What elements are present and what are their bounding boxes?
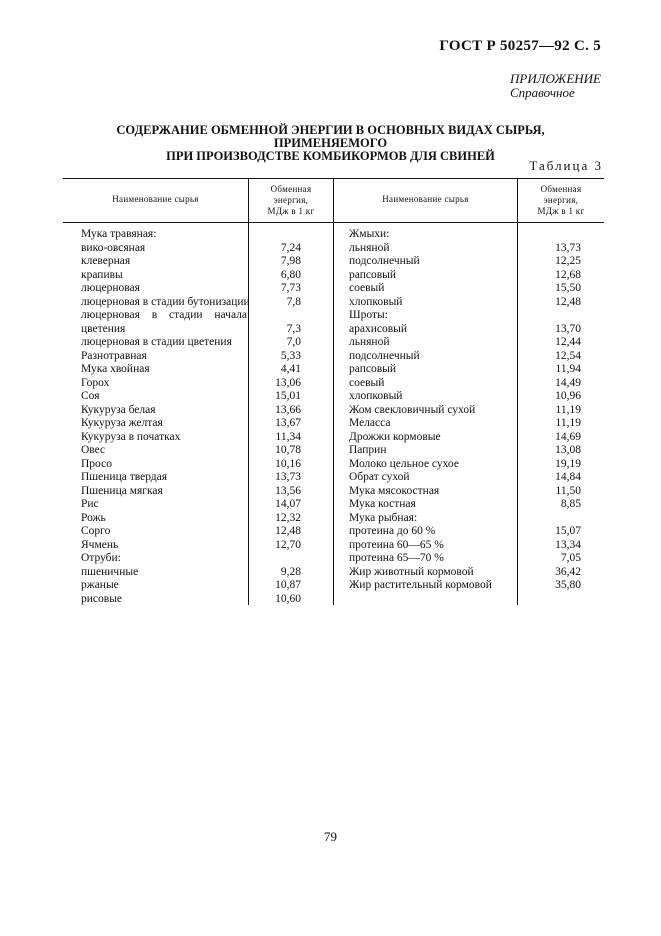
table-row-value: 7,3 xyxy=(286,322,301,335)
column-header-energy-left xyxy=(249,184,333,217)
table-row-value: 12,32 xyxy=(275,511,301,524)
table-row-name: крапивы xyxy=(81,268,123,281)
page-number: 79 xyxy=(324,829,337,844)
table-row-name: Пшеница мягкая xyxy=(81,484,163,497)
table-row-value: 36,42 xyxy=(555,565,581,578)
table-row-name: Шроты: xyxy=(349,309,388,321)
table-row-value: 15,07 xyxy=(555,525,581,537)
table-row-name: Паприн xyxy=(349,444,387,456)
table-row-name: подсолнечный xyxy=(349,255,420,267)
table-row-name: соевый xyxy=(349,282,385,294)
table-row-value: 10,60 xyxy=(275,592,301,605)
table-row-name: Соя xyxy=(81,390,100,402)
table-row-value: 13,66 xyxy=(275,403,301,416)
table-row-value: 11,19 xyxy=(555,417,581,429)
table-row-name: вико-овсяная xyxy=(81,241,146,254)
table-row-name: клеверная xyxy=(81,255,131,267)
column-header-energy-line: МДж в 1 кг xyxy=(267,206,315,216)
table-row-name: протеина 65—70 % xyxy=(349,552,444,564)
table-row-value: 12,48 xyxy=(275,525,301,537)
table-row-value: 8,85 xyxy=(560,498,581,510)
table-row-value: 14,49 xyxy=(555,376,581,389)
table-row-value: 12,48 xyxy=(555,295,581,308)
table-row-value: 7,0 xyxy=(286,336,301,348)
table-row-value: 7,8 xyxy=(286,295,301,308)
table-row-name: Жир животный кормовой xyxy=(349,565,474,578)
table-row-name: Жмыхи: xyxy=(349,228,390,240)
table-row-value: 6,80 xyxy=(280,268,301,281)
table-row-value: 15,01 xyxy=(275,390,301,402)
table-row-name: цветения xyxy=(81,322,126,335)
table-row-name: Кукуруза белая xyxy=(81,403,156,416)
table-row-value: 11,94 xyxy=(555,363,581,375)
column-header-energy-line: Обменная xyxy=(540,184,582,194)
table-label: Таблица 3 xyxy=(529,158,603,173)
table-row-name: ржаные xyxy=(81,579,119,591)
table-row-value: 13,56 xyxy=(275,484,301,497)
table-row-value: 5,33 xyxy=(280,349,301,362)
table-row-value: 10,78 xyxy=(275,444,301,456)
table-row-name: Молоко цельное сухое xyxy=(349,457,459,470)
table-row-value: 7,05 xyxy=(560,552,581,564)
table-row-name: Жом свекловичный сухой xyxy=(349,403,476,416)
table-row-name: Разнотравная xyxy=(81,349,147,362)
table-row-name: Мука хвойная xyxy=(81,363,150,375)
table-row-name: льняной xyxy=(349,336,390,348)
table-row-name: Овес xyxy=(81,444,106,456)
table-row-value: 13,06 xyxy=(275,376,301,389)
table-row-name: пшеничные xyxy=(81,565,139,578)
table-row-value: 13,67 xyxy=(275,417,301,429)
table-row-name: люцерновая в стадии начала xyxy=(81,309,247,321)
table-row-name: Сорго xyxy=(81,525,111,537)
table-row-name: протеина до 60 % xyxy=(349,525,436,537)
table-row-value: 15,50 xyxy=(555,282,581,294)
energy-table xyxy=(63,178,604,605)
table-row-value: 35,80 xyxy=(555,579,581,591)
table-row-name: Кукуруза желтая xyxy=(81,417,163,429)
table-row-value: 13,73 xyxy=(275,471,301,483)
table-row-value: 11,19 xyxy=(555,403,581,416)
column-divider xyxy=(248,178,249,605)
table-row-value: 12,68 xyxy=(555,268,581,281)
table-row-name: протеина 60—65 % xyxy=(349,538,444,551)
column-header-energy-right xyxy=(518,184,604,217)
table-row-name: рапсовый xyxy=(349,363,397,375)
table-row-name: Отруби: xyxy=(81,552,121,564)
column-divider xyxy=(333,178,334,605)
table-row-name: люцерновая xyxy=(81,282,140,294)
column-header-energy-line: энергия, xyxy=(273,195,309,205)
table-row-name: рапсовый xyxy=(349,268,397,281)
column-header-energy-line: Обменная xyxy=(270,184,312,194)
table-row-name: Рис xyxy=(81,498,99,510)
table-row-name: Мука мясокостная xyxy=(349,484,440,497)
table-row-name: арахисовый xyxy=(349,322,408,335)
table-row-value: 13,73 xyxy=(555,241,581,254)
page-title xyxy=(60,124,601,163)
table-row-name: Меласса xyxy=(349,417,391,429)
column-divider xyxy=(517,178,518,605)
table-row-name: Обрат сухой xyxy=(349,471,410,483)
table-row-name: Кукуруза в початках xyxy=(81,430,181,443)
table-row-name: хлопковый xyxy=(349,295,403,308)
document-code-header: ГОСТ Р 50257—92 С. 5 xyxy=(439,38,601,54)
table-row-value: 13,70 xyxy=(555,322,581,335)
table-row-value: 19,19 xyxy=(555,457,581,470)
table-row-value: 14,69 xyxy=(555,430,581,443)
table-row-name: Жир растительный кормовой xyxy=(349,579,492,591)
table-row-value: 7,98 xyxy=(280,255,301,267)
appendix-subtitle: Справочное xyxy=(510,85,575,100)
table-row-name: Просо xyxy=(81,457,112,470)
table-row-name: люцерновая в стадии цветения xyxy=(81,336,232,348)
table-row-name: подсолнечный xyxy=(349,349,420,362)
table-row-value: 12,54 xyxy=(555,349,581,362)
table-row-value: 12,70 xyxy=(275,538,301,551)
table-row-value: 12,25 xyxy=(555,255,581,267)
table-row-value: 14,07 xyxy=(275,498,301,510)
table-row-value: 7,24 xyxy=(280,241,301,254)
table-row-name: люцерновая в стадии бутонизации xyxy=(81,295,250,308)
table-row-value: 13,34 xyxy=(555,538,581,551)
table-row-name: Мука рыбная: xyxy=(349,511,418,524)
table-row-name: Горох xyxy=(81,376,110,389)
page-title-line-1: СОДЕРЖАНИЕ ОБМЕННОЙ ЭНЕРГИИ В ОСНОВНЫХ ВИДАХ СЫРЬЯ, ПРИМЕНЯЕМОГО xyxy=(116,123,545,150)
table-row-name: льняной xyxy=(349,241,390,254)
table-row-name: Рожь xyxy=(81,511,106,524)
table-row-value: 4,41 xyxy=(280,363,301,375)
table-row-name: Ячмень xyxy=(81,538,119,551)
table-row-value: 11,50 xyxy=(555,484,581,497)
table-row-value: 12,44 xyxy=(555,336,581,348)
table-row-name: рисовые xyxy=(81,592,123,605)
table-row-name: Пшеница твердая xyxy=(81,471,168,483)
page-title-line-2: ПРИ ПРОИЗВОДСТВЕ КОМБИКОРМОВ ДЛЯ СВИНЕЙ xyxy=(166,149,495,163)
table-row-name: Дрожжи кормовые xyxy=(349,430,441,443)
appendix-title: ПРИЛОЖЕНИЕ xyxy=(510,71,601,86)
table-row-value: 11,34 xyxy=(275,430,301,443)
table-row-name: Мука травяная: xyxy=(81,228,157,240)
table-row-value: 10,87 xyxy=(275,579,301,591)
column-header-name-left: Наименование сырья xyxy=(112,194,199,204)
table-row-value: 10,16 xyxy=(275,457,301,470)
column-header-energy-line: МДж в 1 кг xyxy=(537,206,585,216)
table-row-value: 9,28 xyxy=(280,565,301,578)
column-header-name-right: Наименование сырья xyxy=(382,194,469,204)
table-row-value: 10,96 xyxy=(555,390,581,402)
table-row-name: соевый xyxy=(349,376,385,389)
table-row-name: хлопковый xyxy=(349,390,403,402)
table-row-value: 14,84 xyxy=(555,471,581,483)
table-row-value: 7,73 xyxy=(280,282,301,294)
table-row-value: 13,08 xyxy=(555,444,581,456)
appendix-label xyxy=(510,72,601,100)
table-row-name: Мука костная xyxy=(349,498,416,510)
column-header-energy-line: энергия, xyxy=(543,195,579,205)
